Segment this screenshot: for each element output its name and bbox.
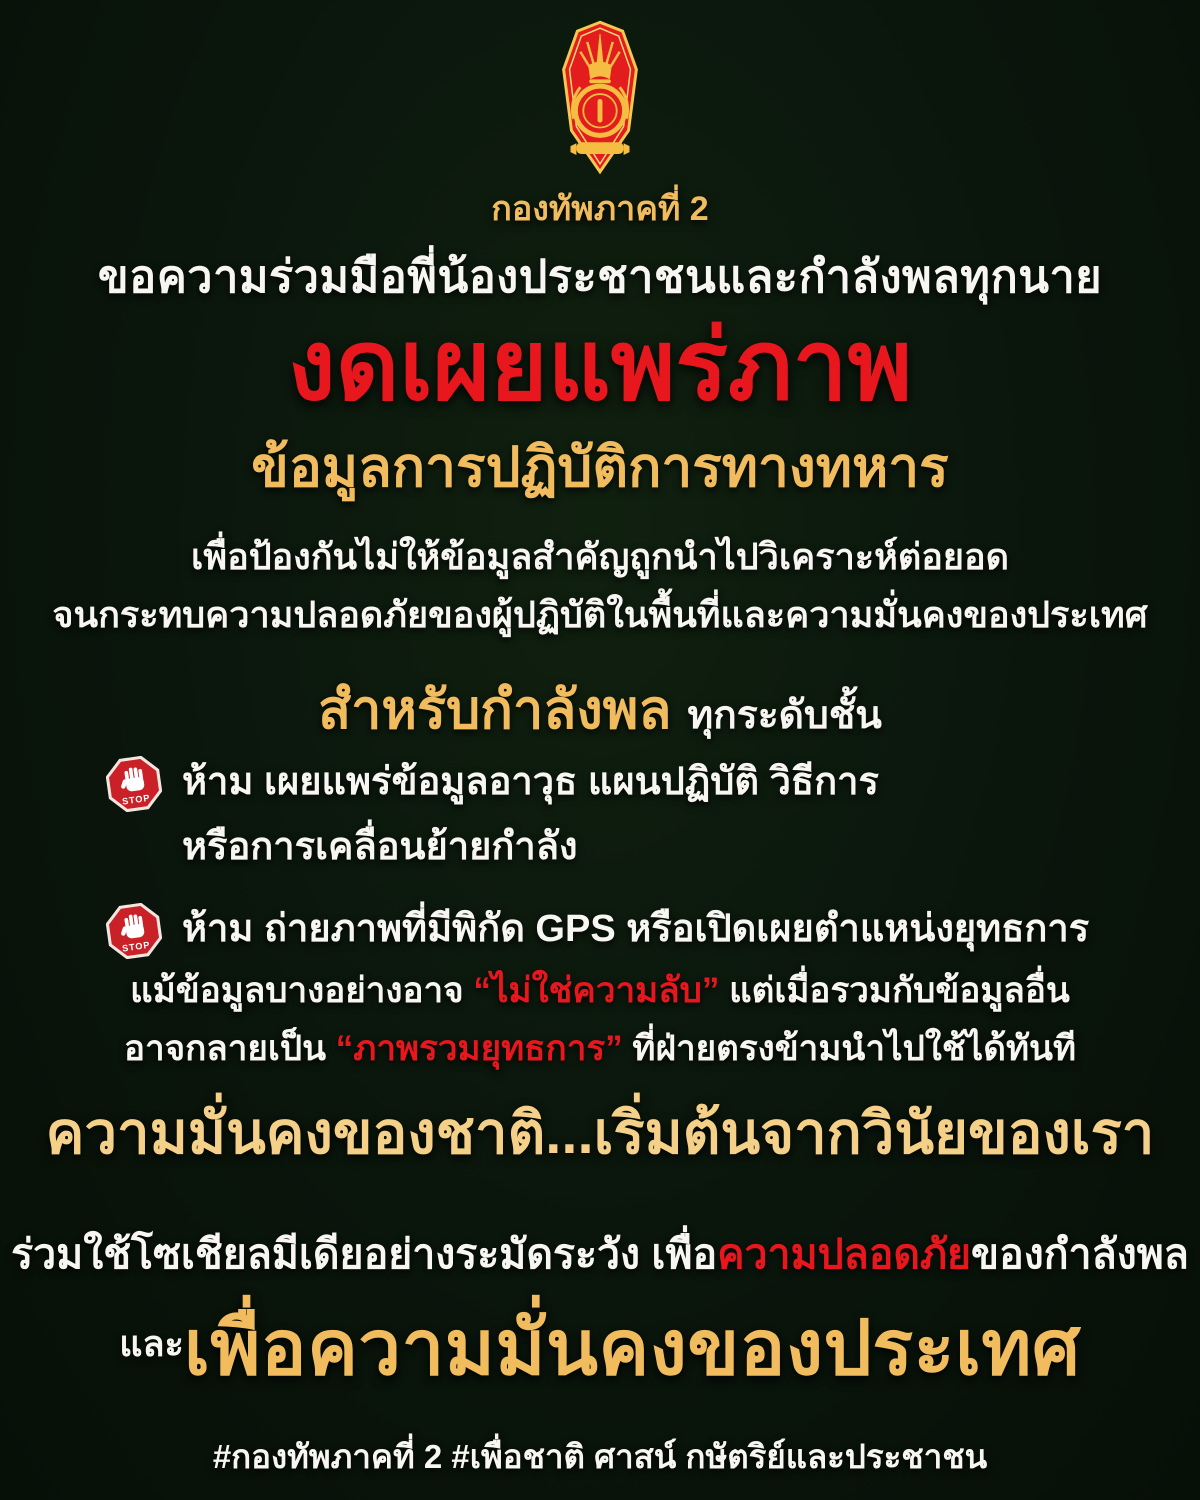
note-red-phrase: “ไม่ใช่ความลับ” bbox=[473, 971, 720, 1010]
section-title bbox=[0, 666, 1200, 752]
social-text: ร่วมใช้โซเชียลมีเดียอย่างระมัดระวัง เพื่อ bbox=[11, 1231, 718, 1277]
stop-hand-icon bbox=[106, 756, 162, 812]
social-text: ของกำลังพล bbox=[971, 1231, 1189, 1277]
list-item-line-2: หรือการเคลื่อนย้ายกำลัง bbox=[182, 826, 578, 869]
org-name: กองทัพภาคที่ 2 bbox=[491, 190, 709, 228]
section-title-white: ทุกระดับชั้น bbox=[687, 694, 882, 737]
note-text: อาจกลายเป็น bbox=[123, 1028, 336, 1068]
stop-hand-icon bbox=[106, 903, 162, 959]
note-text: ที่ฝ่ายตรงข้ามนำไปใช้ได้ทันที bbox=[622, 1028, 1077, 1068]
note-paragraph bbox=[0, 962, 1200, 1078]
note-line-2 bbox=[0, 1020, 1200, 1078]
list-item-line-1: ห้าม ถ่ายภาพที่มีพิกัด GPS หรือเปิดเผยตำแหน่งยุทธการ bbox=[182, 907, 1090, 950]
svg-text:STOP: STOP bbox=[121, 792, 151, 807]
2nd-army-area-emblem-icon bbox=[541, 20, 659, 176]
list-item bbox=[106, 897, 1145, 962]
list-item-line-1: ห้าม เผยแพร่ข้อมูลอาวุธ แผนปฏิบัติ วิธีการ bbox=[182, 761, 879, 803]
closing-big-text: เพื่อความมั่นคงของประเทศ bbox=[183, 1306, 1081, 1391]
list-item-text bbox=[182, 750, 879, 881]
social-caution-line bbox=[0, 1222, 1200, 1287]
note-text: แม้ข้อมูลบางอย่างอาจ bbox=[130, 971, 474, 1010]
list-item bbox=[106, 750, 1145, 881]
section-title-gold: สำหรับกำลังพล bbox=[318, 680, 672, 740]
closing-small-text: และ bbox=[119, 1323, 184, 1364]
note-red-phrase: “ภาพรวมยุทธการ” bbox=[335, 1028, 623, 1068]
svg-text:STOP: STOP bbox=[121, 939, 151, 954]
headline: ขอความร่วมมือพี่น้องประชาชนและกำลังพลทุกนาย bbox=[97, 251, 1103, 302]
emblem-container bbox=[0, 20, 1200, 181]
purpose-paragraph bbox=[0, 528, 1200, 643]
prohibition-list bbox=[106, 750, 1145, 978]
hashtags: #กองทัพภาคที่ 2 #เพื่อชาติ ศาสน์ กษัตริย์และประชาชน bbox=[212, 1438, 988, 1475]
main-title: งดเผยแพร่ภาพ bbox=[287, 310, 913, 420]
purpose-line-1: เพื่อป้องกันไม่ให้ข้อมูลสำคัญถูกนำไปวิเคราะห์ต่อยอด bbox=[191, 536, 1009, 577]
social-red-phrase: ความปลอดภัย bbox=[717, 1231, 972, 1277]
sub-title: ข้อมูลการปฏิบัติการทางทหาร bbox=[251, 436, 949, 498]
note-line-1 bbox=[0, 962, 1200, 1020]
closing-line bbox=[0, 1288, 1200, 1408]
purpose-line-2: จนกระทบความปลอดภัยของผู้ปฏิบัติในพื้นที่และความมั่นคงของประเทศ bbox=[52, 593, 1148, 635]
slogan: ความมั่นคงของชาติ...เริ่มต้นจากวินัยของเรา bbox=[45, 1101, 1155, 1166]
list-item-text bbox=[182, 897, 1089, 962]
note-text: แต่เมื่อรวมกับข้อมูลอื่น bbox=[719, 971, 1070, 1010]
